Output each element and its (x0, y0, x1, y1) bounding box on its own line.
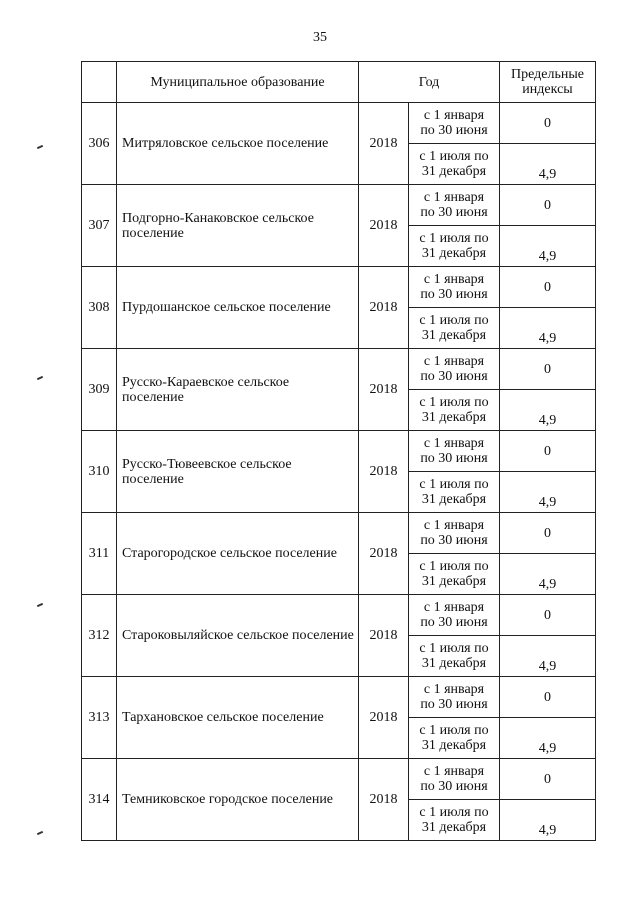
index-second-half: 4,9 (500, 636, 596, 677)
period-second-half-line2: 31 декабря (421, 656, 487, 671)
period-first-half-line2: по 30 июня (420, 615, 488, 630)
period-second-half-line2: 31 декабря (421, 410, 487, 425)
index-first-half: 0 (500, 349, 596, 390)
municipality-name: Русско-Караевское сельское поселение (117, 349, 359, 431)
period-second-half (409, 226, 500, 267)
year-cell: 2018 (359, 759, 409, 841)
period-second-half (409, 718, 500, 759)
header-index-line1: Предельные (511, 67, 584, 82)
header-number (82, 62, 117, 103)
period-first-half (409, 677, 500, 718)
period-second-half-line1: с 1 июля по (419, 559, 489, 574)
period-second-half-line1: с 1 июля по (419, 395, 489, 410)
year-cell: 2018 (359, 349, 409, 431)
period-first-half-line1: с 1 января (423, 436, 485, 451)
period-first-half (409, 103, 500, 144)
index-first-half: 0 (500, 677, 596, 718)
header-year: Год (359, 62, 500, 103)
period-second-half-line1: с 1 июля по (419, 231, 489, 246)
index-second-half: 4,9 (500, 554, 596, 595)
period-second-half-line1: с 1 июля по (419, 149, 489, 164)
row-number: 310 (82, 431, 117, 513)
period-first-half-line2: по 30 июня (420, 779, 488, 794)
margin-mark (37, 603, 43, 607)
index-first-half: 0 (500, 267, 596, 308)
row-number: 308 (82, 267, 117, 349)
row-number: 313 (82, 677, 117, 759)
row-number: 311 (82, 513, 117, 595)
period-second-half-line1: с 1 июля по (419, 641, 489, 656)
municipality-name: Тархановское сельское поселение (117, 677, 359, 759)
table-body (82, 103, 596, 841)
year-cell: 2018 (359, 513, 409, 595)
municipality-name: Темниковское городское поселение (117, 759, 359, 841)
index-first-half: 0 (500, 759, 596, 800)
period-second-half-line2: 31 декабря (421, 820, 487, 835)
row-number: 312 (82, 595, 117, 677)
index-second-half: 4,9 (500, 308, 596, 349)
period-second-half (409, 554, 500, 595)
header-municipality: Муниципальное образование (117, 62, 359, 103)
period-first-half-line1: с 1 января (423, 272, 485, 287)
period-first-half (409, 513, 500, 554)
period-first-half-line1: с 1 января (423, 764, 485, 779)
table-row (82, 349, 596, 390)
table-row (82, 595, 596, 636)
period-first-half-line1: с 1 января (423, 600, 485, 615)
table-row (82, 677, 596, 718)
period-second-half (409, 308, 500, 349)
year-cell: 2018 (359, 677, 409, 759)
period-second-half (409, 472, 500, 513)
row-number: 307 (82, 185, 117, 267)
year-cell: 2018 (359, 103, 409, 185)
table-row (82, 513, 596, 554)
municipality-name: Старогородское сельское поселение (117, 513, 359, 595)
header-index (500, 62, 596, 103)
year-cell: 2018 (359, 595, 409, 677)
period-second-half-line2: 31 декабря (421, 246, 487, 261)
index-second-half: 4,9 (500, 472, 596, 513)
period-second-half-line1: с 1 июля по (419, 477, 489, 492)
period-second-half-line2: 31 декабря (421, 164, 487, 179)
table-header-row (82, 62, 596, 103)
margin-mark (37, 376, 43, 380)
period-first-half-line2: по 30 июня (420, 369, 488, 384)
period-second-half-line2: 31 декабря (421, 738, 487, 753)
index-second-half: 4,9 (500, 718, 596, 759)
period-second-half-line2: 31 декабря (421, 574, 487, 589)
margin-mark (37, 145, 43, 149)
period-second-half-line2: 31 декабря (421, 328, 487, 343)
table-row (82, 759, 596, 800)
period-first-half-line2: по 30 июня (420, 205, 488, 220)
period-second-half-line1: с 1 июля по (419, 723, 489, 738)
indices-table (81, 61, 596, 841)
table-row (82, 267, 596, 308)
page-number: 35 (313, 30, 327, 45)
year-cell: 2018 (359, 267, 409, 349)
year-cell: 2018 (359, 185, 409, 267)
period-first-half (409, 595, 500, 636)
index-first-half: 0 (500, 595, 596, 636)
index-first-half: 0 (500, 431, 596, 472)
row-number: 306 (82, 103, 117, 185)
period-first-half-line2: по 30 июня (420, 287, 488, 302)
period-first-half (409, 267, 500, 308)
index-first-half: 0 (500, 103, 596, 144)
period-second-half-line1: с 1 июля по (419, 313, 489, 328)
period-first-half-line2: по 30 июня (420, 533, 488, 548)
row-number: 309 (82, 349, 117, 431)
period-second-half (409, 636, 500, 677)
period-second-half (409, 800, 500, 841)
period-first-half-line2: по 30 июня (420, 123, 488, 138)
table-row (82, 185, 596, 226)
period-second-half-line1: с 1 июля по (419, 805, 489, 820)
index-second-half: 4,9 (500, 800, 596, 841)
period-first-half (409, 349, 500, 390)
index-first-half: 0 (500, 513, 596, 554)
index-second-half: 4,9 (500, 226, 596, 267)
municipality-name: Митряловское сельское поселение (117, 103, 359, 185)
table-row (82, 431, 596, 472)
municipality-name: Русско-Тювеевское сельское поселение (117, 431, 359, 513)
period-first-half-line1: с 1 января (423, 518, 485, 533)
table-row (82, 103, 596, 144)
period-first-half (409, 431, 500, 472)
municipality-name: Подгорно-Канаковское сельское поселение (117, 185, 359, 267)
municipality-name: Староковыляйское сельское поселение (117, 595, 359, 677)
period-second-half (409, 390, 500, 431)
period-first-half-line2: по 30 июня (420, 697, 488, 712)
year-cell: 2018 (359, 431, 409, 513)
period-first-half-line1: с 1 января (423, 682, 485, 697)
header-index-line2: индексы (522, 82, 573, 97)
index-second-half: 4,9 (500, 144, 596, 185)
municipality-name: Пурдошанское сельское поселение (117, 267, 359, 349)
index-second-half: 4,9 (500, 390, 596, 431)
period-second-half-line2: 31 декабря (421, 492, 487, 507)
period-first-half-line1: с 1 января (423, 190, 485, 205)
margin-mark (37, 831, 43, 835)
period-first-half-line1: с 1 января (423, 354, 485, 369)
period-first-half-line2: по 30 июня (420, 451, 488, 466)
period-second-half (409, 144, 500, 185)
index-first-half: 0 (500, 185, 596, 226)
period-first-half-line1: с 1 января (423, 108, 485, 123)
period-first-half (409, 759, 500, 800)
period-first-half (409, 185, 500, 226)
row-number: 314 (82, 759, 117, 841)
